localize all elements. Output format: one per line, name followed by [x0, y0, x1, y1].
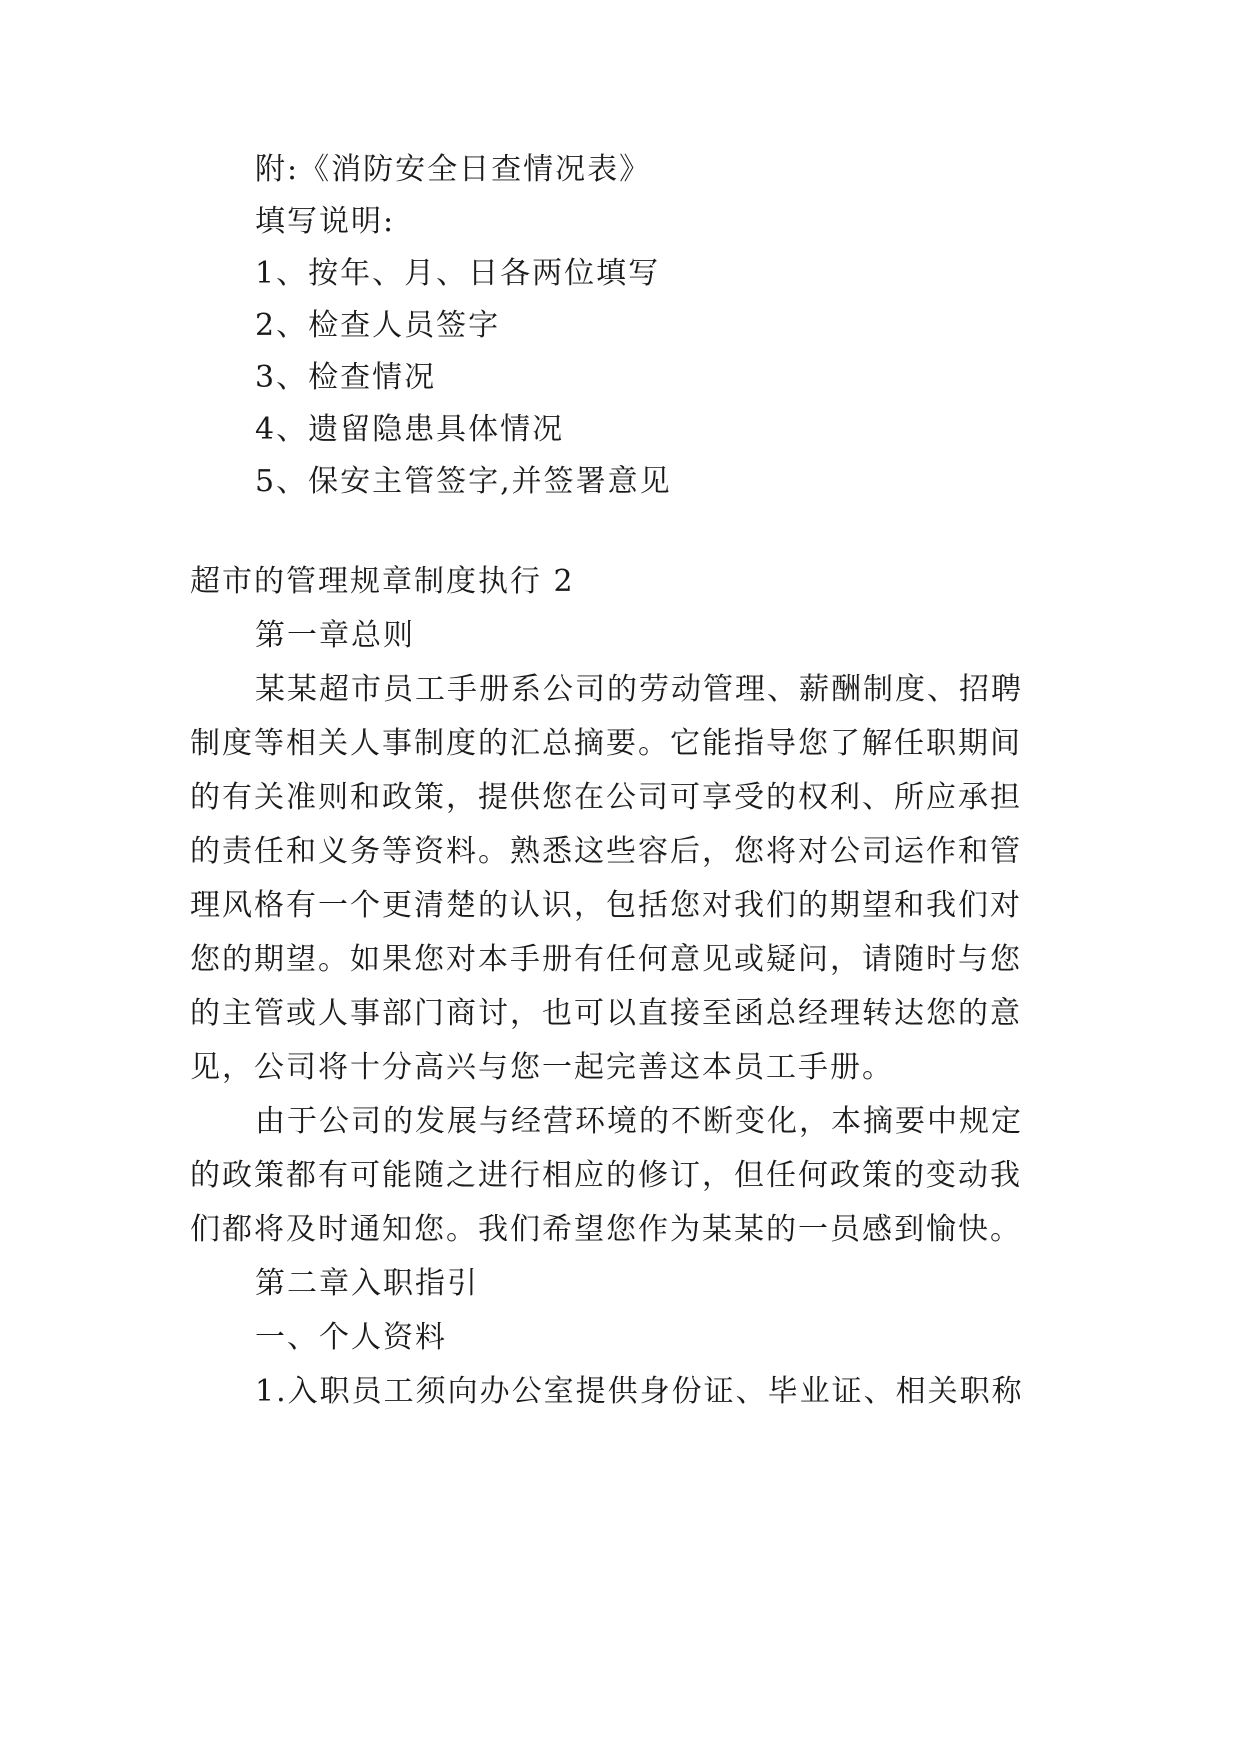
- paragraph-line: 理风格有一个更清楚的认识，包括您对我们的期望和我们对: [190, 888, 1022, 923]
- subheading: 一、个人资料: [255, 1320, 447, 1355]
- paragraph-line: 的主管或人事部门商讨，也可以直接至函总经理转达您的意: [190, 996, 1022, 1031]
- instruction-item: 3、检查情况: [255, 360, 437, 395]
- instruction-item: 2、检查人员签字: [255, 308, 501, 343]
- section-title: 超市的管理规章制度执行 2: [190, 564, 575, 599]
- chapter-heading: 第一章总则: [255, 618, 415, 653]
- paragraph-line: 见，公司将十分高兴与您一起完善这本员工手册。: [190, 1050, 894, 1085]
- paragraph-line: 的责任和义务等资料。熟悉这些容后，您将对公司运作和管: [190, 834, 1022, 869]
- attachment-title: 附:《消防安全日查情况表》: [255, 152, 652, 187]
- paragraph-line: 您的期望。如果您对本手册有任何意见或疑问，请随时与您: [190, 942, 1022, 977]
- list-item: 1.入职员工须向办公室提供身份证、毕业证、相关职称: [255, 1374, 1024, 1409]
- paragraph-line: 们都将及时通知您。我们希望您作为某某的一员感到愉快。: [190, 1212, 1022, 1247]
- paragraph-line: 的有关准则和政策，提供您在公司可享受的权利、所应承担: [190, 780, 1022, 815]
- paragraph-line: 制度等相关人事制度的汇总摘要。它能指导您了解任职期间: [190, 726, 1022, 761]
- paragraph-line: 由于公司的发展与经营环境的不断变化，本摘要中规定: [255, 1104, 1023, 1139]
- chapter-heading: 第二章入职指引: [255, 1266, 479, 1301]
- instruction-item: 1、按年、月、日各两位填写: [255, 256, 661, 291]
- paragraph-line: 的政策都有可能随之进行相应的修订，但任何政策的变动我: [190, 1158, 1022, 1193]
- paragraph-line: 某某超市员工手册系公司的劳动管理、薪酬制度、招聘: [255, 672, 1023, 707]
- instructions-heading: 填写说明:: [255, 204, 396, 239]
- instruction-item: 5、保安主管签字,并签署意见: [255, 464, 672, 499]
- instruction-item: 4、遗留隐患具体情况: [255, 412, 565, 447]
